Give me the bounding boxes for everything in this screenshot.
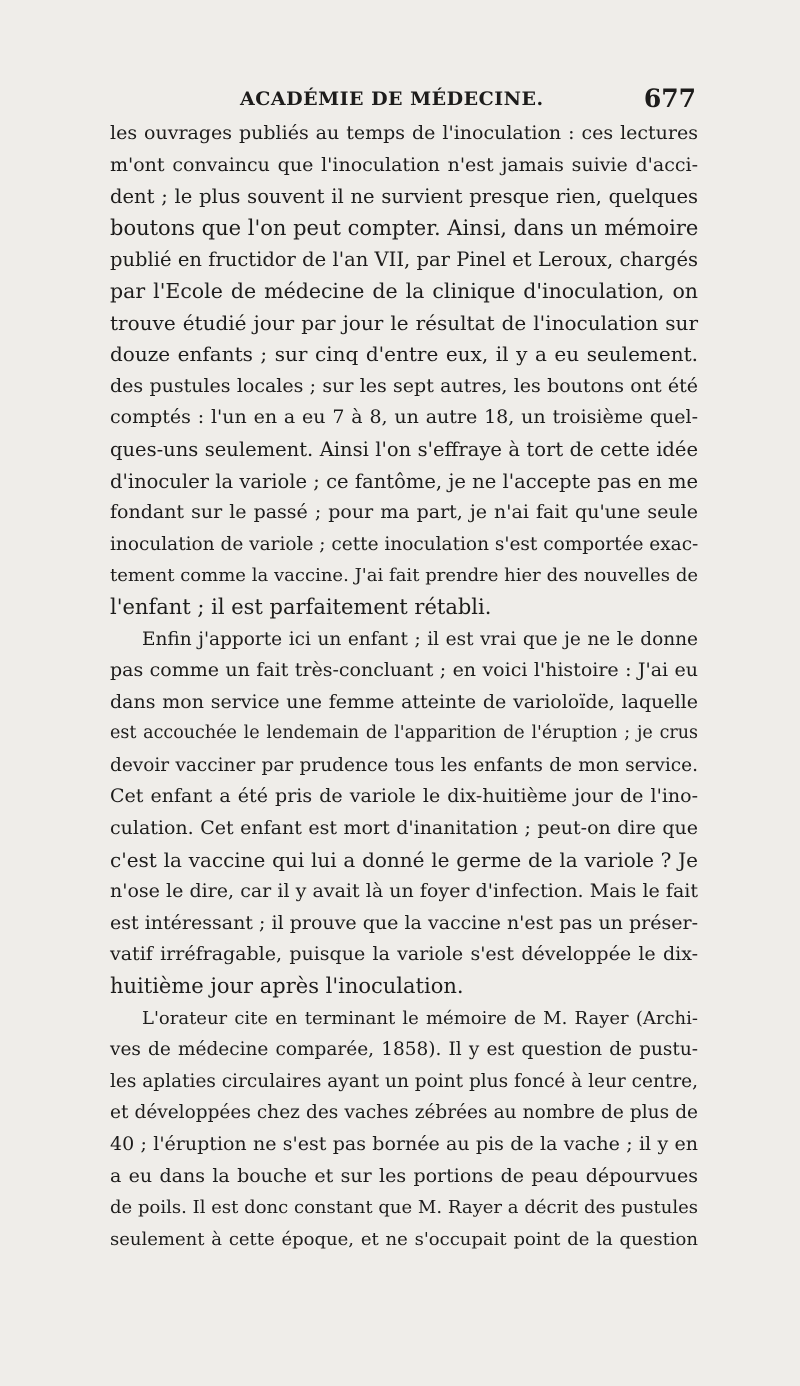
text-line: l'enfant ; il est parfaitement rétabli.: [110, 594, 492, 619]
paragraph-first-line: L'orateur cite en terminant le mémoire de M. Rayer (Archi-: [142, 1007, 698, 1029]
running-title: ACADÉMIE DE MÉDECINE.: [240, 88, 544, 110]
text-line: est accouchée le lendemain de l'apparition de l'éruption ; je crus: [110, 723, 698, 744]
text-line: c'est la vaccine qui lui a donné le germe de la variole ? Je: [110, 847, 698, 872]
text-line: les aplaties circulaires ayant un point plus foncé à leur centre,: [110, 1070, 698, 1092]
text-line: culation. Cet enfant est mort d'inanitation ; peut-on dire que: [110, 817, 698, 840]
body-text: [110, 118, 698, 1255]
text-line: a eu dans la bouche et sur les portions de peau dépourvues: [110, 1164, 698, 1187]
page-number: 677: [643, 84, 696, 113]
text-line: tement comme la vaccine. J'ai fait prendre hier des nouvelles de: [110, 565, 698, 587]
text-line: douze enfants ; sur cinq d'entre eux, il y a eu seulement.: [110, 342, 698, 367]
text-line: pas comme un fait très-concluant ; en voici l'histoire : J'ai eu: [110, 659, 698, 682]
text-line: Cet enfant a été pris de variole le dix-huitième jour de l'ino-: [110, 785, 698, 808]
text-line: seulement à cette époque, et ne s'occupait point de la question: [110, 1228, 698, 1250]
text-line: dent ; le plus souvent il ne survient presque rien, quelques: [110, 185, 698, 209]
text-line: vatif irréfragable, puisque la variole s'est développée le dix-: [110, 943, 698, 966]
text-line: boutons que l'on peut compter. Ainsi, dans un mémoire: [110, 215, 699, 240]
text-line: m'ont convaincu que l'inoculation n'est jamais suivie d'acci-: [110, 153, 698, 176]
text-line: et développées chez des vaches zébrées au nombre de plus de: [110, 1102, 698, 1124]
text-line: trouve étudié jour par jour le résultat de l'inoculation sur: [110, 310, 698, 335]
text-line: ques-uns seulement. Ainsi l'on s'effraye à tort de cette idée: [110, 437, 698, 461]
text-line: fondant sur le passé ; pour ma part, je n'ai fait qu'une seule: [110, 501, 698, 524]
text-line: est intéressant ; il prouve que la vaccine n'est pas un préser-: [110, 911, 698, 934]
text-line: des pustules locales ; sur les sept autres, les boutons ont été: [110, 374, 698, 397]
text-line: devoir vacciner par prudence tous les enfants de mon service.: [110, 754, 698, 776]
text-line: huitième jour après l'inoculation.: [110, 974, 464, 999]
text-line: publié en fructidor de l'an VII, par Pinel et Leroux, chargés: [110, 248, 698, 272]
page-header: [240, 84, 696, 118]
text-line: comptés : l'un en a eu 7 à 8, un autre 18, un troisième quel-: [110, 406, 698, 429]
text-line: n'ose le dire, car il y avait là un foyer d'infection. Mais le fait: [110, 880, 698, 903]
text-line: ves de médecine comparée, 1858). Il y est question de pustu-: [110, 1039, 698, 1061]
text-line: d'inoculer la variole ; ce fantôme, je ne l'accepte pas en me: [110, 469, 698, 493]
text-line: par l'Ecole de médecine de la clinique d'inoculation, on: [110, 278, 698, 303]
text-line: inoculation de variole ; cette inoculation s'est comportée exac-: [110, 533, 699, 555]
text-line: 40 ; l'éruption ne s'est pas bornée au pis de la vache ; il y en: [110, 1133, 698, 1155]
text-line: les ouvrages publiés au temps de l'inoculation : ces lectures: [110, 122, 698, 144]
paragraph-first-line: Enfin j'apporte ici un enfant ; il est vrai que je ne le donne: [142, 628, 698, 650]
text-line: de poils. Il est donc constant que M. Rayer a décrit des pustules: [110, 1197, 698, 1219]
text-line: dans mon service une femme atteinte de varioloïde, laquelle: [110, 690, 698, 713]
